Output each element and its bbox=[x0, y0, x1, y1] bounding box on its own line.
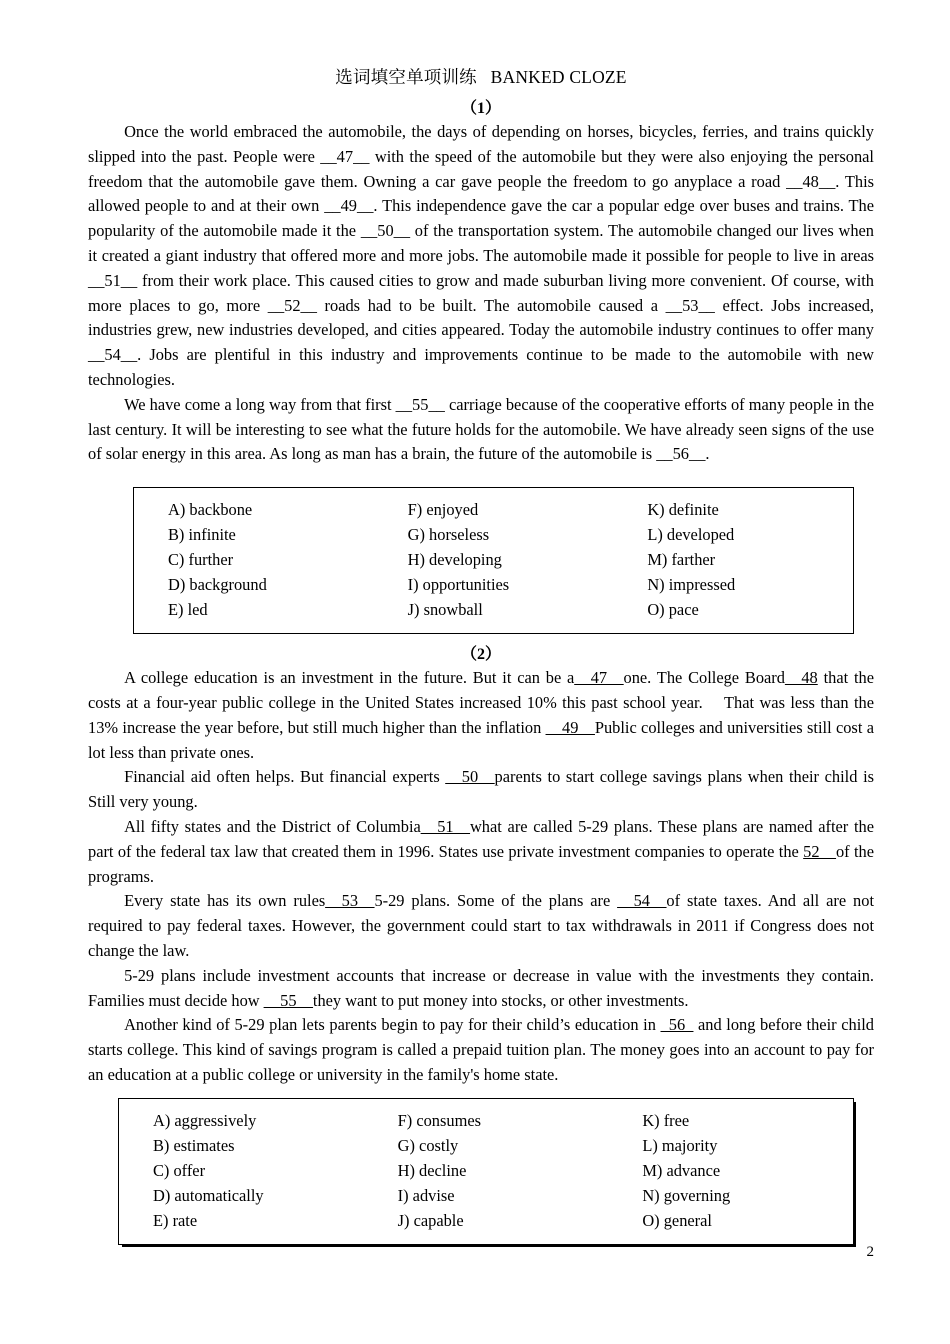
passage-2-paragraph-1 bbox=[88, 666, 874, 765]
p1-text-h: effect. Jobs increased, industries grew, new industries developed, and cities appeared. Today the automobile industry continues to offer many bbox=[88, 295, 874, 340]
blank-54: __54__ bbox=[88, 345, 138, 365]
blank-50-b: __50__ bbox=[445, 767, 495, 787]
blank-53-b: __53__ bbox=[325, 891, 375, 911]
word-bank-1 bbox=[133, 487, 854, 634]
word-option[interactable]: G) horseless bbox=[407, 525, 490, 544]
blank-47-b: __47__ bbox=[574, 668, 624, 688]
blank-52-b: 52__ bbox=[803, 841, 836, 861]
word-bank-2-grid bbox=[119, 1099, 853, 1244]
word-option[interactable]: N) governing bbox=[642, 1186, 731, 1205]
q6-text-b: and long before their child starts college. This kind of savings program is called a prepaid tuition plan. The money goes into an account to pay for an education at a public college or university in the family's home state. bbox=[88, 1015, 874, 1084]
blank-48: __48__ bbox=[786, 171, 836, 191]
passage-2-label: （2） bbox=[460, 646, 501, 664]
p1-text-f: from their work place. This caused cities to grow and made suburban living more convenient. Of course, with more places to go, more bbox=[88, 270, 874, 315]
word-option[interactable]: D) automatically bbox=[153, 1186, 264, 1205]
blank-56: __56__ bbox=[656, 444, 706, 464]
word-option[interactable]: O) pace bbox=[647, 600, 699, 619]
passage-1-label: （1） bbox=[460, 100, 501, 117]
p2-text-c: . bbox=[705, 444, 710, 464]
page-number: 2 bbox=[866, 1244, 874, 1260]
word-option[interactable]: H) decline bbox=[397, 1161, 467, 1180]
word-bank-1-column-1 bbox=[134, 497, 374, 622]
word-bank-2-column-2 bbox=[364, 1108, 609, 1233]
word-option[interactable]: C) further bbox=[168, 550, 234, 569]
blank-53: __53__ bbox=[665, 295, 715, 315]
word-bank-2-column-1 bbox=[119, 1108, 364, 1233]
word-option[interactable]: D) background bbox=[168, 575, 267, 594]
blank-55: __55__ bbox=[395, 394, 445, 414]
passage-1-paragraph-1 bbox=[88, 120, 874, 393]
q3-text-a: All fifty states and the District of Columbia bbox=[124, 816, 421, 836]
q3-text-b: what are called 5-29 plans. These plans are named after the part of the federal tax law that created them in 1996. States use private investment companies to operate the bbox=[88, 816, 874, 861]
word-option[interactable]: N) impressed bbox=[647, 575, 736, 594]
word-option[interactable]: F) enjoyed bbox=[407, 500, 479, 519]
q1-text-d: Public colleges and universities still cost a lot less than private ones. bbox=[88, 717, 874, 762]
p1-text-b: with the speed of the automobile but they were also enjoying the personal freedom that the automobile gave them. Owning a car gave people the freedom to go anyplace a road bbox=[88, 146, 874, 191]
passage-2-paragraph-2 bbox=[88, 765, 874, 815]
q4-text-b: 5-29 plans. Some of the plans are bbox=[374, 891, 618, 911]
word-option[interactable]: F) consumes bbox=[397, 1111, 481, 1130]
p1-text-d: . This independence gave the car a popular edge over buses and trains. The popularity of the automobile made it the bbox=[88, 196, 874, 241]
p1-text-i: . Jobs are plentiful in this industry and improvements continue to be made to the automobile with new technologies. bbox=[88, 345, 874, 389]
title-gap bbox=[477, 67, 491, 87]
q1-text-c: that the costs at a four-year public college in the United States increased 10% this past school year. That was less than the 13% increase the year before, but still much higher than the inflation bbox=[88, 668, 874, 737]
document-title-english: BANKED CLOZE bbox=[490, 67, 627, 87]
blank-52: __52__ bbox=[267, 295, 317, 315]
document-title bbox=[88, 64, 874, 89]
blank-47: __47__ bbox=[320, 146, 370, 166]
passage-2-paragraph-5 bbox=[88, 964, 874, 1014]
q2-text-a: Financial aid often helps. But financial experts bbox=[124, 767, 446, 787]
word-option[interactable]: C) offer bbox=[153, 1161, 206, 1180]
blank-49: __49__ bbox=[324, 196, 374, 216]
q5-text-b: they want to put money into stocks, or other investments. bbox=[312, 990, 689, 1010]
word-option[interactable]: B) infinite bbox=[168, 525, 236, 544]
word-option[interactable]: E) rate bbox=[153, 1211, 198, 1230]
q2-text-b: parents to start college savings plans when their child is Still very young. bbox=[88, 767, 874, 812]
blank-55-b: __55__ bbox=[263, 990, 313, 1010]
word-bank-2-spacer bbox=[88, 1088, 874, 1098]
word-option[interactable]: L) developed bbox=[647, 525, 735, 544]
q1-text-b: one. The College Board bbox=[623, 668, 785, 688]
word-option[interactable]: I) advise bbox=[397, 1186, 455, 1205]
p1-text-g: roads had to be built. The automobile caused a bbox=[316, 295, 666, 315]
word-option[interactable]: J) capable bbox=[397, 1211, 464, 1230]
q4-text-a: Every state has its own rules bbox=[124, 891, 326, 911]
word-option[interactable]: A) aggressively bbox=[153, 1111, 257, 1130]
blank-51: __51__ bbox=[88, 270, 138, 290]
q3-text-c: of the programs. bbox=[88, 841, 874, 886]
passage-2-paragraph-3 bbox=[88, 815, 874, 889]
word-option[interactable]: M) advance bbox=[642, 1161, 721, 1180]
passage-1-paragraph-2 bbox=[88, 393, 874, 467]
word-bank-1-column-3 bbox=[613, 497, 853, 622]
blank-49-b: __49__ bbox=[545, 717, 595, 737]
q5-text-a: 5-29 plans include investment accounts that increase or decrease in value with the investments they contain. Families must decide how bbox=[88, 965, 874, 1010]
word-option[interactable]: K) free bbox=[642, 1111, 690, 1130]
word-option[interactable]: B) estimates bbox=[153, 1136, 235, 1155]
q1-text-a: A college education is an investment in the future. But it can be a bbox=[124, 668, 575, 688]
word-option[interactable]: L) majority bbox=[642, 1136, 718, 1155]
word-option[interactable]: M) farther bbox=[647, 550, 716, 569]
p1-text-e: of the transportation system. The automobile changed our lives when it created a giant industry that offered more and more jobs. The automobile made it possible for people to live in areas bbox=[88, 221, 874, 265]
q4-text-c: of state taxes. And all are not required to pay federal taxes. However, the government could start to tax withdrawals in 2011 if Congress does not change the law. bbox=[88, 891, 875, 960]
blank-51-b: __51__ bbox=[420, 816, 470, 836]
p1-text-c: . This allowed people to and at their own bbox=[88, 171, 874, 216]
p2-text-b: carriage because of the cooperative efforts of many people in the last century. It will be interesting to see what the future holds for the automobile. We have already seen signs of the use of solar energy in this area. As long as man has a brain, the future of the automobile is bbox=[88, 394, 874, 464]
word-bank-1-grid bbox=[134, 488, 853, 633]
passage-2-paragraph-4 bbox=[88, 889, 874, 963]
word-option[interactable]: O) general bbox=[642, 1211, 712, 1230]
word-option[interactable]: I) opportunities bbox=[407, 575, 510, 594]
p1-text-a: Once the world embraced the automobile, the days of depending on horses, bicycles, ferries, and trains quickly slipped into the past. People were bbox=[88, 122, 874, 166]
passage-2-paragraph-6 bbox=[88, 1013, 874, 1087]
word-bank-1-column-2 bbox=[374, 497, 614, 622]
word-bank-2 bbox=[118, 1098, 854, 1245]
word-option[interactable]: G) costly bbox=[397, 1136, 459, 1155]
blank-48-b: __48 bbox=[784, 668, 818, 688]
document-title-chinese: 选词填空单项训练 bbox=[335, 68, 477, 88]
blank-54-b: __54__ bbox=[617, 891, 667, 911]
word-option[interactable]: E) led bbox=[168, 600, 208, 619]
word-option[interactable]: H) developing bbox=[407, 550, 502, 569]
blank-56-b: _56_ bbox=[660, 1015, 694, 1035]
word-option[interactable]: A) backbone bbox=[168, 500, 253, 519]
word-option[interactable]: J) snowball bbox=[407, 600, 483, 619]
word-bank-2-column-3 bbox=[608, 1108, 853, 1233]
p2-text-a: We have come a long way from that first bbox=[124, 394, 396, 414]
word-option[interactable]: K) definite bbox=[647, 500, 719, 519]
q6-text-a: Another kind of 5-29 plan lets parents begin to pay for their child’s education in bbox=[124, 1015, 661, 1035]
blank-50: __50__ bbox=[360, 221, 411, 241]
